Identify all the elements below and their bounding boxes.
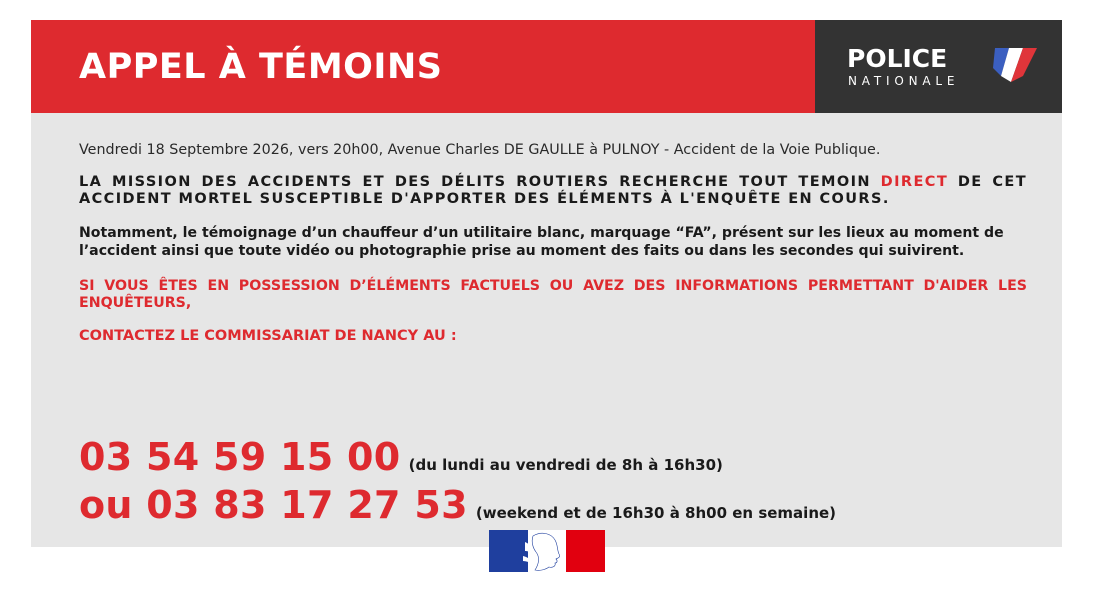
incident-description: Vendredi 18 Septembre 2026, vers 20h00, Avenue Charles DE GAULLE à PULNOY - Accident de la Voie Publique. bbox=[79, 142, 881, 158]
page-title: APPEL À TÉMOINS bbox=[79, 47, 443, 87]
mission-text-end: DE CET ACCIDENT MORTEL SUSCEPTIBLE D'APPORTER DES ÉLÉMENTS À L'ENQUÊTE EN COURS. bbox=[79, 174, 1027, 207]
appeal-notice-card bbox=[31, 20, 1062, 547]
phone-hours-primary: (du lundi au vendredi de 8h à 16h30) bbox=[408, 456, 723, 474]
title-banner bbox=[31, 20, 815, 113]
phone-line-secondary bbox=[79, 483, 837, 527]
mission-highlight: DIRECT bbox=[880, 174, 949, 190]
mission-statement bbox=[79, 174, 1027, 208]
witness-details: Notamment, le témoignage d’un chauffeur d’un utilitaire blanc, marquage “FA”, présent sur les lieux au moment de l’accident ainsi que toute vidéo ou photographie prise au moment des faits ou dans les secondes qui suivirent. bbox=[79, 225, 1004, 259]
phone-number-secondary[interactable]: ou 03 83 17 27 53 bbox=[79, 483, 468, 527]
logo-nationale-text: NATIONALE bbox=[848, 74, 960, 88]
information-request: SI VOUS ÊTES EN POSSESSION D’ÉLÉMENTS FACTUELS OU AVEZ DES INFORMATIONS PERMETTANT D'AIDER LES ENQUÊTEURS, bbox=[79, 278, 1027, 311]
mission-text-start: LA MISSION DES ACCIDENTS ET DES DÉLITS ROUTIERS RECHERCHE TOUT TEMOIN bbox=[79, 174, 881, 190]
contact-heading: CONTACTEZ LE COMMISSARIAT DE NANCY AU : bbox=[79, 328, 457, 344]
logo-police-text: POLICE bbox=[847, 44, 948, 73]
phone-line-primary bbox=[79, 435, 723, 479]
phone-hours-secondary: (weekend et de 16h30 à 8h00 en semaine) bbox=[475, 504, 837, 522]
phone-number-primary[interactable]: 03 54 59 15 00 bbox=[79, 435, 401, 479]
police-nationale-logo bbox=[815, 20, 1062, 113]
notice-body bbox=[79, 142, 1027, 345]
marianne-icon bbox=[489, 530, 605, 572]
police-tricolor-flag-icon bbox=[993, 46, 1037, 84]
